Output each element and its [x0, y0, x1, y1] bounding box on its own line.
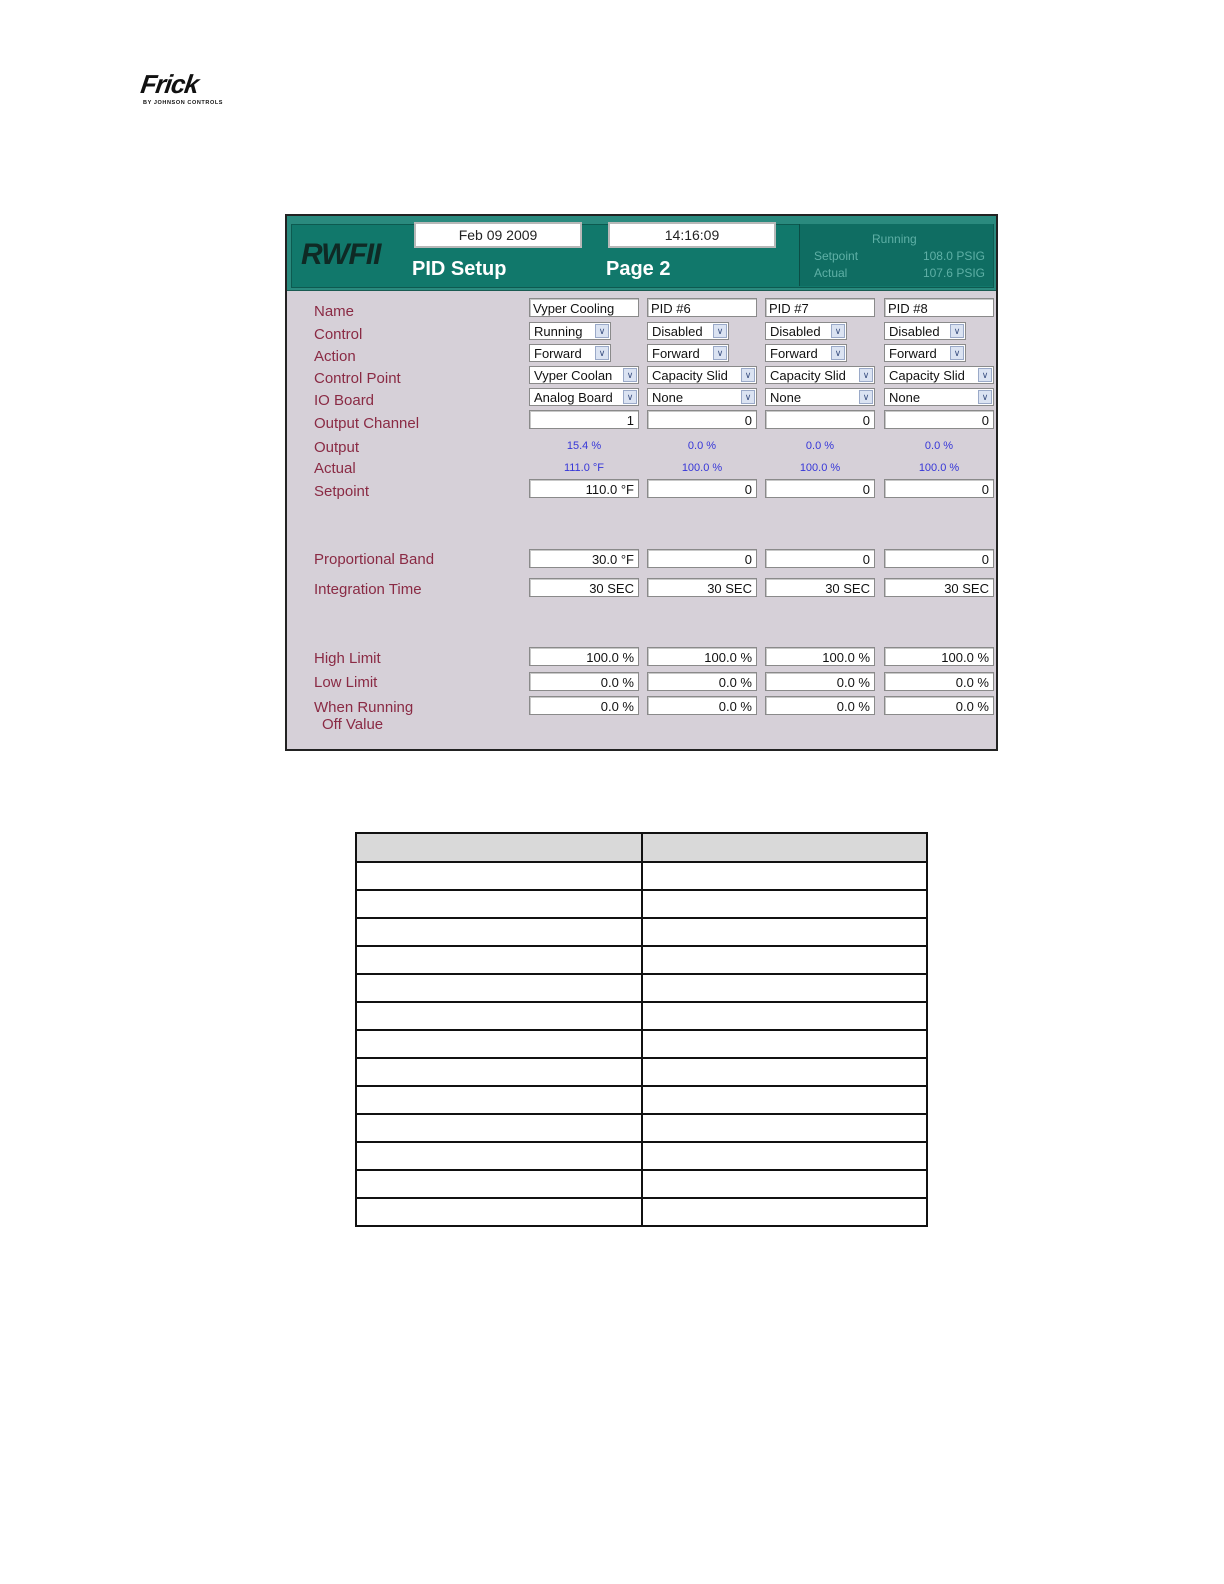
chevron-down-icon[interactable]: ∨ [950, 346, 964, 360]
table-header-row [356, 833, 927, 862]
label-integration-time: Integration Time [314, 581, 422, 598]
chevron-down-icon[interactable]: ∨ [713, 324, 727, 338]
setpoint-field[interactable]: 0 [884, 479, 994, 498]
label-name: Name [314, 303, 355, 320]
chevron-down-icon[interactable]: ∨ [859, 390, 873, 404]
control-point-select[interactable] [529, 366, 639, 384]
prop-band-field[interactable]: 0 [884, 549, 994, 568]
action-select[interactable] [529, 344, 611, 362]
low-limit-field[interactable]: 0.0 % [884, 672, 994, 691]
label-control: Control [314, 326, 363, 343]
output-channel-field[interactable]: 1 [529, 410, 639, 429]
select-value: Forward [770, 346, 818, 361]
table-cell [642, 1114, 928, 1142]
table-row [356, 1142, 927, 1170]
logo-subtitle: BY JOHNSON CONTROLS [143, 100, 224, 106]
off-value-field[interactable]: 0.0 % [884, 696, 994, 715]
date-display: Feb 09 2009 [414, 222, 582, 248]
setpoint-field[interactable]: 110.0 °F [529, 479, 639, 498]
select-value: Capacity Slid [652, 368, 728, 383]
actual-readout: 100.0 % [799, 462, 841, 474]
label-action: Action [314, 348, 356, 365]
select-value: None [652, 390, 684, 405]
label-setpoint: Setpoint [314, 483, 370, 500]
integration-field[interactable]: 30 SEC [765, 578, 875, 597]
table-cell [642, 974, 928, 1002]
table-row [356, 1002, 927, 1030]
label-low-limit: Low Limit [314, 674, 378, 691]
table-header-cell [642, 833, 928, 862]
chevron-down-icon[interactable]: ∨ [950, 324, 964, 338]
control-select[interactable] [765, 322, 847, 340]
table-cell [642, 918, 928, 946]
pid-setup-screen [285, 214, 998, 751]
page-number: Page 2 [606, 258, 671, 280]
frick-logo [138, 69, 231, 110]
select-value: Vyper Coolan [534, 368, 613, 383]
select-value: Forward [534, 346, 582, 361]
select-value: None [889, 390, 921, 405]
label-output-channel: Output Channel [314, 415, 420, 432]
select-value: None [770, 390, 802, 405]
control-point-select[interactable] [884, 366, 994, 384]
table-cell [356, 1198, 642, 1226]
control-select[interactable] [529, 322, 611, 340]
logo-wordmark: Frick [138, 69, 201, 99]
high-limit-field[interactable]: 100.0 % [529, 647, 639, 666]
time-display: 14:16:09 [608, 222, 776, 248]
table-row [356, 1086, 927, 1114]
label-output: Output [314, 439, 360, 456]
table-row [356, 918, 927, 946]
table-cell [642, 890, 928, 918]
table-row [356, 890, 927, 918]
table-cell [642, 862, 928, 890]
chevron-down-icon[interactable]: ∨ [713, 346, 727, 360]
action-select[interactable] [647, 344, 729, 362]
table-cell [642, 1142, 928, 1170]
chevron-down-icon[interactable]: ∨ [978, 390, 992, 404]
low-limit-field[interactable]: 0.0 % [647, 672, 757, 691]
select-value: Forward [652, 346, 700, 361]
io-board-select[interactable] [884, 388, 994, 406]
actual-readout: 100.0 % [918, 462, 960, 474]
label-io-board: IO Board [314, 392, 375, 409]
output-channel-field[interactable]: 0 [884, 410, 994, 429]
table-cell [356, 1030, 642, 1058]
chevron-down-icon[interactable]: ∨ [623, 390, 637, 404]
table-cell [642, 1198, 928, 1226]
io-board-select[interactable] [765, 388, 875, 406]
name-field[interactable]: Vyper Cooling [529, 298, 639, 317]
control-select[interactable] [884, 322, 966, 340]
name-field[interactable]: PID #7 [765, 298, 875, 317]
output-readout: 15.4 % [566, 440, 602, 452]
output-readout: 0.0 % [805, 440, 835, 452]
chevron-down-icon[interactable]: ∨ [741, 368, 755, 382]
setpoint-field[interactable]: 0 [647, 479, 757, 498]
table-cell [642, 1058, 928, 1086]
low-limit-field[interactable]: 0.0 % [765, 672, 875, 691]
name-field[interactable]: PID #6 [647, 298, 757, 317]
label-off-value: Off Value [322, 716, 384, 733]
setpoint-field[interactable]: 0 [765, 479, 875, 498]
off-value-field[interactable]: 0.0 % [647, 696, 757, 715]
table-cell [356, 918, 642, 946]
table-row [356, 1058, 927, 1086]
table-row [356, 974, 927, 1002]
off-value-field[interactable]: 0.0 % [529, 696, 639, 715]
select-value: Running [534, 324, 583, 339]
select-value: Disabled [652, 324, 703, 339]
chevron-down-icon[interactable]: ∨ [741, 390, 755, 404]
integration-field[interactable]: 30 SEC [647, 578, 757, 597]
actual-readout: 111.0 °F [563, 462, 605, 474]
select-value: Disabled [889, 324, 940, 339]
select-value: Capacity Slid [889, 368, 965, 383]
io-board-select[interactable] [647, 388, 757, 406]
table-row [356, 1198, 927, 1226]
low-limit-field[interactable]: 0.0 % [529, 672, 639, 691]
chevron-down-icon[interactable]: ∨ [831, 324, 845, 338]
action-select[interactable] [884, 344, 966, 362]
prop-band-field[interactable]: 0 [765, 549, 875, 568]
table-cell [356, 862, 642, 890]
label-when-running: When Running [314, 699, 414, 716]
status-panel [799, 224, 993, 286]
table-cell [356, 1058, 642, 1086]
chevron-down-icon[interactable]: ∨ [595, 346, 609, 360]
label-high-limit: High Limit [314, 650, 381, 667]
integration-field[interactable]: 30 SEC [529, 578, 639, 597]
table-cell [356, 946, 642, 974]
label-actual: Actual [314, 460, 356, 477]
chevron-down-icon[interactable]: ∨ [978, 368, 992, 382]
table-cell [642, 1170, 928, 1198]
table-cell [642, 946, 928, 974]
high-limit-field[interactable]: 100.0 % [884, 647, 994, 666]
blank-table [355, 832, 928, 1227]
output-channel-field[interactable]: 0 [765, 410, 875, 429]
select-value: Disabled [770, 324, 821, 339]
chevron-down-icon[interactable]: ∨ [859, 368, 873, 382]
prop-band-field[interactable]: 30.0 °F [529, 549, 639, 568]
table-cell [356, 1142, 642, 1170]
header-bar [287, 216, 996, 291]
label-control-point: Control Point [314, 370, 401, 387]
label-proportional-band: Proportional Band [314, 551, 435, 568]
control-point-select[interactable] [765, 366, 875, 384]
setpoint-value: 108.0 PSIG [922, 249, 985, 263]
table-cell [356, 1170, 642, 1198]
table-row [356, 1030, 927, 1058]
integration-field[interactable]: 30 SEC [884, 578, 994, 597]
status-text: Running [872, 232, 917, 246]
control-select[interactable] [647, 322, 729, 340]
output-readout: 0.0 % [687, 440, 717, 452]
high-limit-field[interactable]: 100.0 % [647, 647, 757, 666]
io-board-select[interactable] [529, 388, 639, 406]
table-row [356, 862, 927, 890]
table-cell [356, 1002, 642, 1030]
name-field[interactable]: PID #8 [884, 298, 994, 317]
chevron-down-icon[interactable]: ∨ [831, 346, 845, 360]
actual-value: 107.6 PSIG [922, 266, 985, 280]
select-value: Forward [889, 346, 937, 361]
table-cell [356, 1114, 642, 1142]
actual-readout: 100.0 % [681, 462, 723, 474]
table-row [356, 1170, 927, 1198]
chevron-down-icon[interactable]: ∨ [595, 324, 609, 338]
table-cell [356, 890, 642, 918]
setpoint-label: Setpoint [814, 249, 859, 263]
select-value: Capacity Slid [770, 368, 846, 383]
control-point-select[interactable] [647, 366, 757, 384]
select-value: Analog Board [534, 390, 613, 405]
high-limit-field[interactable]: 100.0 % [765, 647, 875, 666]
table-cell [642, 1030, 928, 1058]
table-header-cell [356, 833, 642, 862]
table-cell [642, 1002, 928, 1030]
page-title: PID Setup [412, 258, 507, 280]
action-select[interactable] [765, 344, 847, 362]
table-cell [642, 1086, 928, 1114]
prop-band-field[interactable]: 0 [647, 549, 757, 568]
output-readout: 0.0 % [924, 440, 954, 452]
output-channel-field[interactable]: 0 [647, 410, 757, 429]
chevron-down-icon[interactable]: ∨ [623, 368, 637, 382]
brand-logo: RWFII [301, 238, 381, 271]
table-row [356, 1114, 927, 1142]
table-row [356, 946, 927, 974]
off-value-field[interactable]: 0.0 % [765, 696, 875, 715]
actual-label: Actual [814, 266, 848, 280]
table-cell [356, 1086, 642, 1114]
table-cell [356, 974, 642, 1002]
